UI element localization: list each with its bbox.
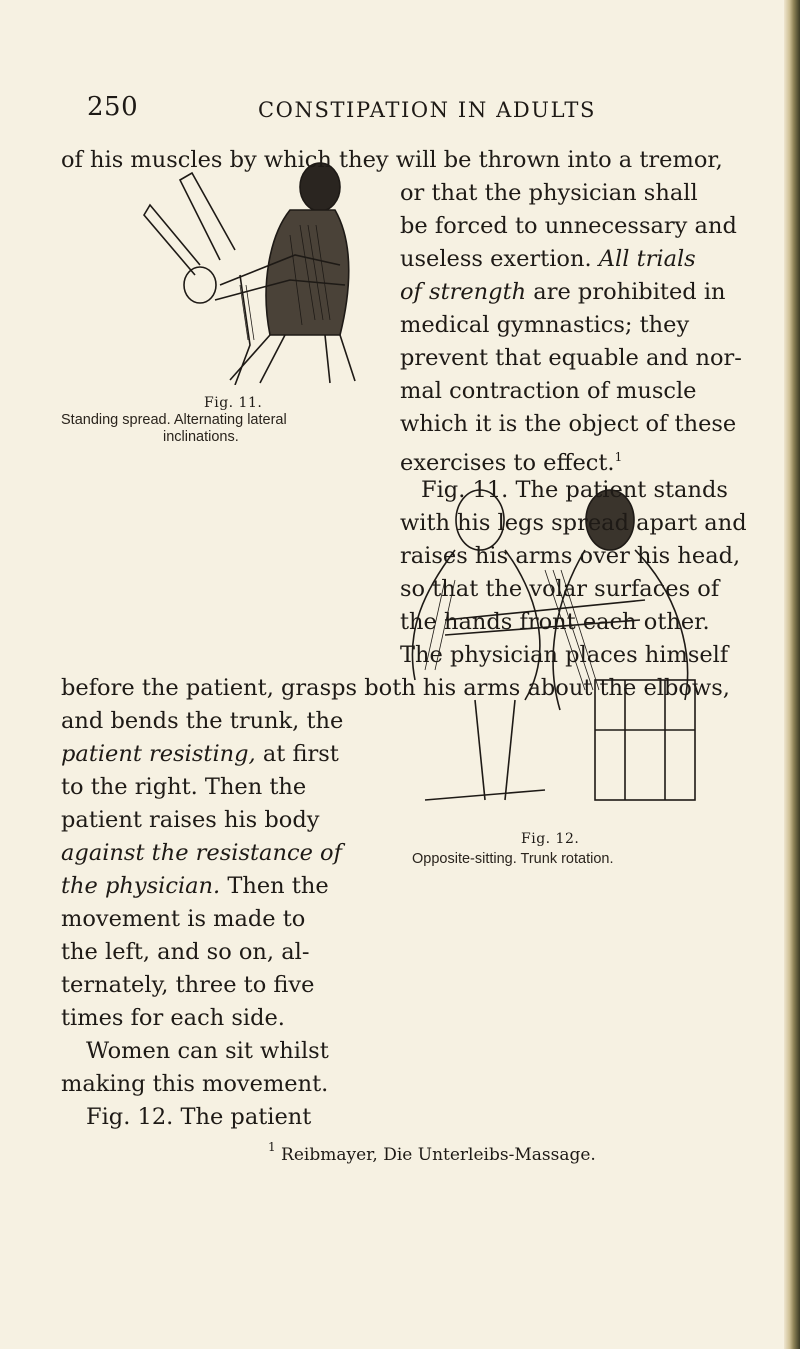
text-line: Women can sit whilst [86,1038,329,1064]
text-line: raises his arms over his head, [400,543,741,569]
footnote-ref: 1 [614,450,623,464]
figure-11-label: Fig. 11. [204,395,263,411]
text-line [61,738,339,771]
text-line: and bends the trunk, the [61,708,344,734]
footnote-marker: 1 [268,1140,276,1154]
text-line: medical gymnastics; they [400,312,690,338]
text-line: the hands front each other. [400,609,710,635]
text-run: are prohibited in [526,279,726,305]
figure-11-caption-line1: Standing spread. Alternating lateral [61,412,287,428]
text-line [61,870,329,903]
text-run-italic: against the resistance of [61,840,342,866]
text-line: or that the physician shall [400,180,698,206]
text-line: Fig. 12. The patient [86,1104,312,1130]
text-line: the left, and so on, al- [61,939,310,965]
text-line: with his legs spread apart and [400,510,747,536]
text-line: times for each side. [61,1005,285,1031]
text-line: movement is made to [61,906,306,932]
text-line [400,276,726,309]
running-title: CONSTIPATION IN ADULTS [258,98,597,122]
figure-12-label: Fig. 12. [521,831,580,847]
text-line [61,837,342,870]
text-run: Then the [220,873,329,899]
page-number: 250 [87,92,139,122]
text-line: prevent that equable and nor- [400,345,742,371]
footnote [268,1140,596,1165]
text-line: before the patient, grasps both his arms about the elbows, [61,675,730,701]
text-line: patient raises his body [61,807,320,833]
text-line: which it is the object of these [400,411,737,437]
text-line: be forced to unnecessary and [400,213,737,239]
text-run-italic: the physician. [61,873,221,899]
page-edge [784,0,800,1349]
text-line: making this movement. [61,1071,329,1097]
text-run-italic: patient resisting, [61,741,256,767]
figure-11-illustration [140,145,380,385]
text-line: mal contraction of muscle [400,378,697,404]
text-run: useless exertion. [400,246,592,272]
text-line: to the right. Then the [61,774,307,800]
text-line: Fig. 11. The patient stands [421,477,728,503]
text-run: at first [255,741,339,767]
text-line [400,243,696,276]
footnote-text: Reibmayer, Die Unterleibs-Massage. [281,1145,596,1165]
text-line: so that the volar surfaces of [400,576,720,602]
figure-11-caption-line2: inclinations. [163,429,239,445]
text-line: of his muscles by which they will be thrown into a tremor, [61,147,723,173]
text-run-italic: of strength [400,279,527,305]
figure-12-caption: Opposite-sitting. Trunk rotation. [412,851,614,867]
text-line: The physician places himself [400,642,729,668]
text-run: exercises to effect. [400,450,615,476]
text-line: ternately, three to five [61,972,315,998]
text-run-italic: All trials [598,246,696,272]
